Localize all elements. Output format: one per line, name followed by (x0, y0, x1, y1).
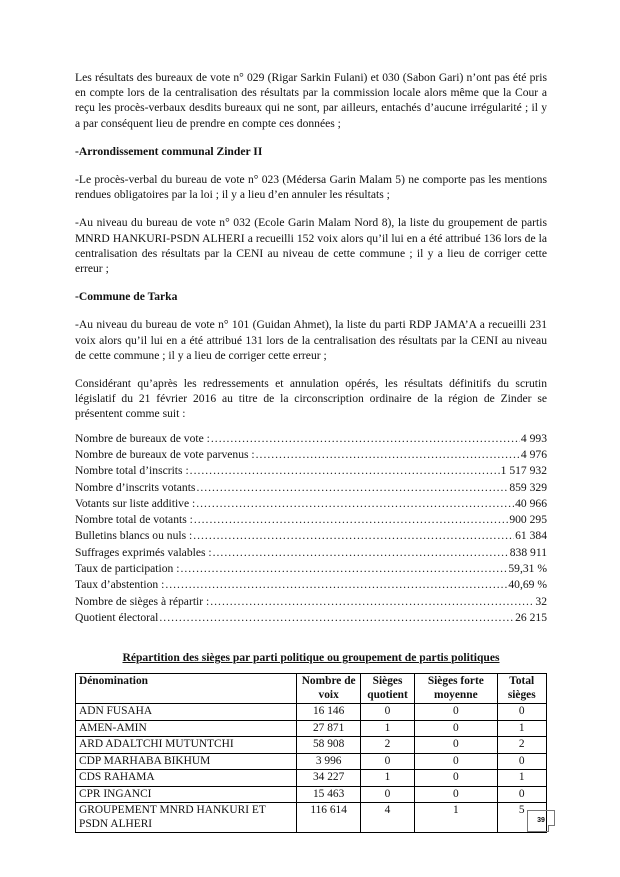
table-title: Répartition des sièges par parti politique ou groupement de partis politiques (122, 651, 500, 665)
table-row (76, 803, 547, 833)
table-cell: 4 (360, 803, 414, 833)
stat-row (75, 610, 547, 626)
table-cell: ADN FUSAHA (76, 704, 297, 721)
table-cell: 16 146 (297, 704, 361, 721)
table-cell: 1 (360, 720, 414, 737)
leader-dots (211, 431, 520, 446)
table-cell: ARD ADALTCHI MUTUNTCHI (76, 737, 297, 754)
leader-dots (210, 594, 534, 609)
stat-row (75, 447, 547, 463)
table-cell: 0 (415, 704, 497, 721)
table-cell: CDS RAHAMA (76, 770, 297, 787)
leader-dots (190, 463, 500, 478)
stat-label: Votants sur liste additive : (75, 496, 196, 510)
column-header: Dénomination (76, 674, 297, 704)
results-summary (75, 431, 547, 627)
paragraph-rigar-sabon-gari: Les résultats des bureaux de vote n° 029 (Rigar Sarkin Fulani) et 030 (Sabon Gari) n’ont pas été pris en compte lors de la centralisation des résultats par la commission locale alors même que la Cour a reçu les procès-verbaux desdits bureaux qui ne sont, par ailleurs, entachés d’aucune irrégularité ; il y a par conséquent lieu de prendre en compte ces données ; (75, 71, 547, 130)
leader-dots (165, 577, 507, 592)
stat-row (75, 512, 547, 528)
table-cell: 0 (415, 737, 497, 754)
table-cell: CPR INGANCI (76, 786, 297, 803)
column-header: Total sièges (497, 674, 546, 704)
leader-dots (194, 512, 508, 527)
table-cell: 2 (360, 737, 414, 754)
table-cell: 0 (497, 786, 546, 803)
table-header-row (76, 674, 547, 704)
table-cell: 1 (497, 720, 546, 737)
stat-row (75, 431, 547, 447)
leader-dots (180, 561, 507, 576)
table-cell: 1 (415, 803, 497, 833)
table-cell: AMEN-AMIN (76, 720, 297, 737)
document-page (75, 70, 547, 833)
paragraph-bureau-032: -Au niveau du bureau de vote n° 032 (Ecole Garin Malam Nord 8), la liste du groupement de partis MNRD HANKURI-PSDN ALHERI a recueilli 152 voix alors qu’il lui en a été attribué 136 lors de la centralisation des résultats par la CENI au niveau de cette commune ; il y a lieu de corriger cette erreur ; (75, 216, 547, 276)
table-cell: 0 (415, 786, 497, 803)
stat-label: Nombre de sièges à répartir : (75, 594, 210, 608)
stat-label: Nombre de bureaux de vote : (75, 431, 210, 445)
stat-label: Nombre total d’inscrits : (75, 464, 189, 478)
heading-zinder-ii: -Arrondissement communal Zinder II (75, 144, 263, 158)
paragraph-bureau-101: -Au niveau du bureau de vote n° 101 (Guidan Ahmet), la liste du parti RDP JAMA’A a recueilli 231 voix alors qu’il lui en a été attribué 131 lors de la centralisation des résultats par la CENI au niveau de cette commune ; il y a lieu de corriger cette erreur ; (75, 318, 547, 362)
stat-value: 61 384 (515, 529, 547, 543)
stat-value: 4 976 (520, 447, 547, 461)
page-number: 39 (527, 810, 555, 832)
leader-dots (196, 496, 514, 511)
stat-value: 26 215 (515, 610, 547, 624)
stat-row (75, 561, 547, 577)
table-cell: 5 (497, 803, 546, 833)
stat-value: 40 966 (515, 496, 547, 510)
leader-dots (196, 480, 508, 495)
table-cell: 58 908 (297, 737, 361, 754)
table-cell: 0 (360, 753, 414, 770)
table-cell: CDP MARHABA BIKHUM (76, 753, 297, 770)
heading-tarka: -Commune de Tarka (75, 290, 178, 304)
stat-value: 859 329 (509, 480, 547, 494)
stat-label: Nombre d’inscrits votants (75, 480, 196, 494)
column-header: Nombre de voix (297, 674, 361, 704)
stat-row (75, 545, 547, 561)
table-cell: 15 463 (297, 786, 361, 803)
table-cell: 0 (360, 786, 414, 803)
stat-value: 4 993 (520, 431, 547, 445)
table-row (76, 737, 547, 754)
stat-label: Taux de participation : (75, 562, 180, 576)
table-cell: 0 (415, 753, 497, 770)
stat-value: 838 911 (509, 545, 547, 559)
table-cell: 3 996 (297, 753, 361, 770)
paragraph-considerant: Considérant qu’après les redressements et annulation opérés, les résultats définitifs du scrutin législatif du 21 février 2016 au titre de la circonscription ordinaire de la région de Zinder se présentent comme suit : (75, 377, 547, 421)
stat-row (75, 528, 547, 544)
table-cell: 0 (415, 720, 497, 737)
stat-label: Suffrages exprimés valables : (75, 545, 212, 559)
column-header: Sièges forte moyenne (415, 674, 497, 704)
stat-row (75, 463, 547, 479)
table-cell: 1 (497, 770, 546, 787)
stat-label: Taux d’abstention : (75, 578, 165, 592)
leader-dots (159, 610, 514, 625)
stat-row (75, 480, 547, 496)
table-row (76, 704, 547, 721)
seat-distribution-table (75, 673, 547, 833)
stat-row (75, 594, 547, 610)
table-row (76, 770, 547, 787)
stat-row (75, 496, 547, 512)
table-cell: 0 (415, 770, 497, 787)
table-cell: 27 871 (297, 720, 361, 737)
stat-value: 32 (535, 594, 547, 608)
table-row (76, 720, 547, 737)
table-cell: 34 227 (297, 770, 361, 787)
stat-row (75, 577, 547, 593)
table-cell: 1 (360, 770, 414, 787)
table-row (76, 753, 547, 770)
table-cell: 2 (497, 737, 546, 754)
table-cell: GROUPEMENT MNRD HANKURI ET PSDN ALHERI (76, 803, 297, 833)
stat-label: Quotient électoral (75, 610, 159, 624)
table-cell: 0 (497, 753, 546, 770)
table-cell: 0 (497, 704, 546, 721)
stat-label: Nombre total de votants : (75, 513, 193, 527)
column-header: Sièges quotient (360, 674, 414, 704)
paragraph-bureau-023: -Le procès-verbal du bureau de vote n° 023 (Médersa Garin Malam 5) ne comporte pas les mentions rendues obligatoires par la loi ; il y a lieu d’en annuler les résultats ; (75, 173, 547, 202)
stat-value: 1 517 932 (500, 464, 547, 478)
stat-value: 900 295 (509, 513, 547, 527)
table-cell: 0 (360, 704, 414, 721)
leader-dots (193, 528, 514, 543)
stat-value: 59,31 % (508, 562, 547, 576)
stat-value: 40,69 % (508, 578, 547, 592)
leader-dots (256, 447, 520, 462)
table-cell: 116 614 (297, 803, 361, 833)
stat-label: Bulletins blancs ou nuls : (75, 529, 193, 543)
stat-label: Nombre de bureaux de vote parvenus : (75, 447, 255, 461)
leader-dots (213, 545, 509, 560)
table-row (76, 786, 547, 803)
